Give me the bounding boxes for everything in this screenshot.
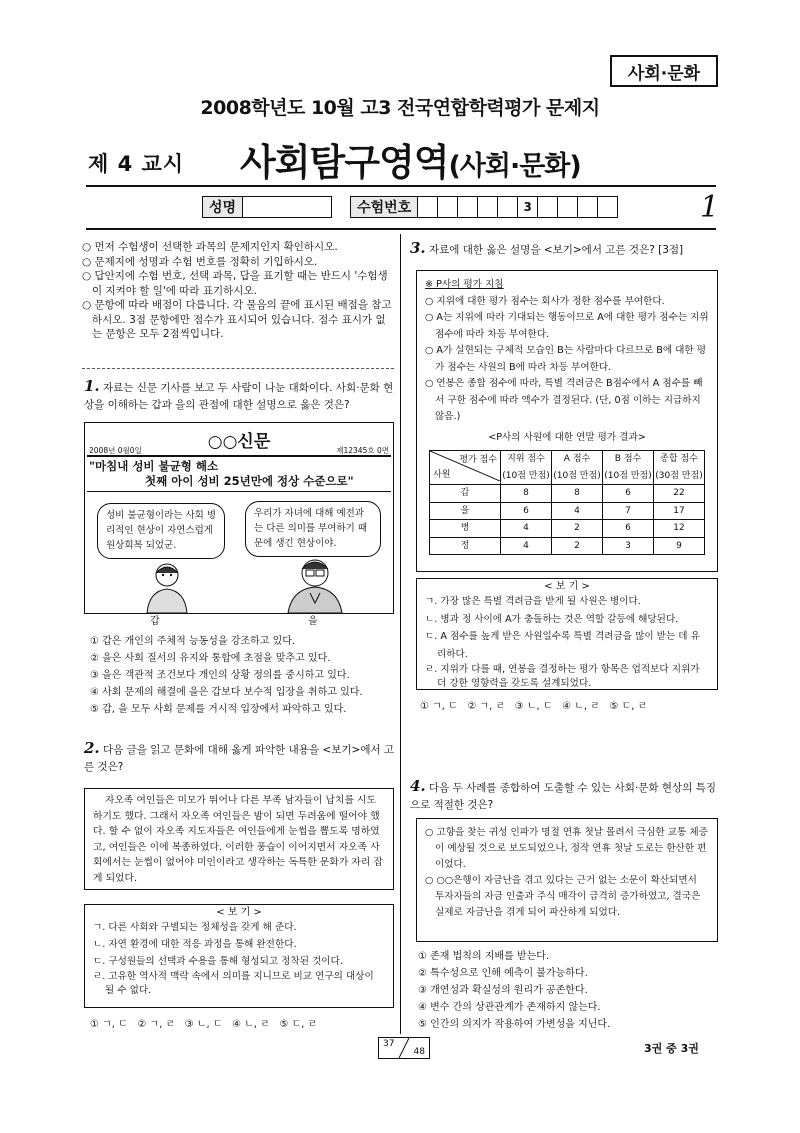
instruction-item: ○ 문항에 따라 배점이 다릅니다. 각 물음의 끝에 표시된 배점을 참고하시오. 3점 문항에만 점수가 표시되어 있습니다. 점수 표시가 없는 문항은 모두 2점씩입니다. xyxy=(82,299,392,340)
q4-option[interactable]: ① 존재 법칙의 지배를 받는다. xyxy=(418,951,550,962)
table-cell: 8 xyxy=(552,485,603,503)
person-gap-illustration xyxy=(137,561,197,613)
q3-box-heading: ※ P사의 평가 지침 xyxy=(425,279,504,290)
q3-answer-choices[interactable]: ① ㄱ, ㄷ ② ㄱ, ㄹ ③ ㄴ, ㄷ ④ ㄴ, ㄹ ⑤ ㄷ, ㄹ xyxy=(420,701,648,712)
q1-option[interactable]: ① 갑은 개인의 주체적 능동성을 강조하고 있다. xyxy=(90,636,296,647)
name-label: 성명 xyxy=(202,196,243,218)
q1-option[interactable]: ③ 을은 객관적 조건보다 개인의 상황 정의를 중시하고 있다. xyxy=(90,670,350,681)
q4-option[interactable]: ③ 개연성과 확실성의 원리가 공존한다. xyxy=(418,985,588,996)
table-header-line: 지위 점수 xyxy=(507,454,545,464)
exam-number-cell[interactable] xyxy=(538,196,558,218)
speech-bubble-gap: 성비 불균형이라는 사회 병리적인 현상이 자연스럽게 원상회복 되었군. xyxy=(97,503,225,559)
q2-passage-box: 자오족 여인들은 미모가 뛰어나 다른 부족 남자들이 납치를 시도하기도 했다. 그래서 자오족 여인들은 밤이 되면 두려움에 떨어야 했다. 할 수 없이 자오족 지도자들은 여인들에게 눈썹을 뽑도록 명하였고, 여인들은 이에 복종하였다. 이러한 풍습이 이어지면서 자오족 사회에서는 눈썹이 없어야 미인이라고 생각하는 독특한 문화가 자리 잡게 되었다. xyxy=(84,788,394,890)
q4-option[interactable]: ② 특수성으로 인해 예측이 불가능하다. xyxy=(418,968,588,979)
exam-number-cell[interactable] xyxy=(598,196,618,218)
q4-options xyxy=(418,948,718,1033)
newspaper-issue: 제12345호 0면 xyxy=(336,446,389,455)
q2-number: 2. xyxy=(84,739,100,757)
table-header-line: (10점 만점) xyxy=(604,470,652,481)
page-number: 1 xyxy=(700,190,720,225)
table-cell: 22 xyxy=(654,485,705,503)
table-header-line: (30점 만점) xyxy=(655,470,703,481)
q3-stem xyxy=(410,240,720,259)
q4-text: 다음 두 사례를 종합하여 도출할 수 있는 사회·문화 현상의 특징으로 적절한 것은? xyxy=(410,782,716,811)
q1-option[interactable]: ④ 사회 문제의 해결에 을은 갑보다 보수적 입장을 취하고 있다. xyxy=(90,687,363,698)
q3-box-item: ○ A가 실현되는 구체적 모습인 B는 사람마다 다르므로 B에 대한 평가 점수는 사원의 B에 따라 차등 부여한다. xyxy=(425,345,707,373)
speech-bubble-eul: 우리가 자녀에 대해 예전과는 다른 의미를 부여하기 때문에 생긴 현상이야. xyxy=(245,501,381,557)
column-divider xyxy=(400,234,401,1034)
q3-box-item: ○ 연봉은 종합 점수에 따라, 특별 격려금은 B점수에서 A 점수를 빼서 구한 점수에 따라 액수가 결정된다. (단, 0점 이하는 지급하지 않음.) xyxy=(425,378,703,422)
table-cell: 을 xyxy=(430,502,501,520)
q3-bogi-box xyxy=(416,578,718,690)
q2-bogi-title: < 보 기 > xyxy=(216,907,262,918)
page-fraction-box xyxy=(378,1037,430,1059)
table-header xyxy=(501,451,552,485)
q1-option[interactable]: ② 을은 사회 질서의 유지와 통합에 초점을 맞추고 있다. xyxy=(90,653,331,664)
newspaper-rule xyxy=(87,455,391,457)
q2-bogi-item: ㄹ. 고유한 역사적 맥락 속에서 의미를 지니므로 비교 연구의 대상이 될 수 없다. xyxy=(93,971,374,996)
table-cell: 7 xyxy=(603,502,654,520)
info-row xyxy=(202,196,618,218)
table-header-line: 종합 점수 xyxy=(660,454,698,464)
table-header-line: B 점수 xyxy=(614,454,642,464)
q3-bogi-title: < 보 기 > xyxy=(544,581,590,592)
q3-box-item: ○ A는 지위에 따라 기대되는 행동이므로 A에 대한 평가 점수는 지위 점수에 따라 차등 부여한다. xyxy=(425,312,709,340)
person-gap-label: 갑 xyxy=(150,616,160,627)
volume-label: 3권 중 3권 xyxy=(644,1042,699,1055)
person-eul-illustration xyxy=(280,555,350,613)
page-fraction-bottom: 48 xyxy=(413,1047,425,1057)
q3-bogi-item: ㄱ. 가장 많은 특별 격려금을 받게 될 사원은 병이다. xyxy=(425,596,641,607)
table-header-line: (10점 만점) xyxy=(502,470,550,481)
page-fraction-top: 37 xyxy=(383,1039,395,1049)
table-row xyxy=(430,502,705,520)
table-header xyxy=(603,451,654,485)
exam-number-cell[interactable] xyxy=(438,196,458,218)
q1-text: 자료는 신문 기사를 보고 두 사람이 나눈 대화이다. 사회·문화 현상을 이해하는 갑과 을의 관점에 대한 설명으로 옳은 것은? xyxy=(84,382,394,411)
q3-table-caption: <P사의 사원에 대한 연말 평가 결과> xyxy=(488,431,646,443)
q1-option[interactable]: ⑤ 갑, 을 모두 사회 문제를 거시적 입장에서 파악하고 있다. xyxy=(90,704,347,715)
q3-number: 3. xyxy=(410,239,426,257)
exam-number-cell[interactable] xyxy=(478,196,498,218)
newspaper-date: 2008년 0월0일 xyxy=(89,446,142,455)
q3-evaluation-table xyxy=(429,450,705,555)
instruction-item: ○ 먼저 수험생이 선택한 과목의 문제지인지 확인하시오. xyxy=(82,241,338,253)
table-row xyxy=(430,520,705,538)
table-header xyxy=(552,451,603,485)
main-title-sub: (사회·문화) xyxy=(448,151,581,182)
newspaper-name: ○○신문 xyxy=(207,432,271,452)
table-row xyxy=(430,537,705,555)
exam-number-cell[interactable] xyxy=(498,196,518,218)
instruction-item: ○ 답안지에 수험 번호, 선택 과목, 답을 표기할 때는 반드시 '수험생이 지켜야 할 일'에 따라 표기하시오. xyxy=(82,270,388,297)
table-corner xyxy=(430,451,501,485)
q3-text: 자료에 대한 옳은 설명을 <보기>에서 고른 것은? [3점] xyxy=(429,244,684,256)
period-label: 제 4 교시 xyxy=(88,152,185,176)
table-row xyxy=(430,485,705,503)
q4-number: 4. xyxy=(410,777,426,795)
exam-number-cell[interactable] xyxy=(418,196,438,218)
exam-number-cell[interactable]: 3 xyxy=(518,196,538,218)
table-header xyxy=(654,451,705,485)
table-cell: 8 xyxy=(501,485,552,503)
q3-bogi-item: ㄹ. 지위가 다를 때, 연봉을 결정하는 평가 항목은 업적보다 지위가 더 강한 영향력을 갖도록 설계되었다. xyxy=(425,664,700,689)
exam-title: 2008학년도 10월 고3 전국연합학력평가 문제지 xyxy=(200,97,600,119)
instructions xyxy=(82,240,394,342)
info-rule xyxy=(86,228,716,230)
table-cell: 4 xyxy=(501,537,552,555)
q1-newspaper-box xyxy=(84,422,394,614)
table-cell: 6 xyxy=(603,485,654,503)
q4-option[interactable]: ⑤ 인간의 의지가 작용하여 가변성을 지닌다. xyxy=(418,1019,611,1030)
q3-guideline-box xyxy=(416,270,718,572)
q2-answer-choices[interactable]: ① ㄱ, ㄷ ② ㄱ, ㄹ ③ ㄴ, ㄷ ④ ㄴ, ㄹ ⑤ ㄷ, ㄹ xyxy=(90,1019,318,1030)
q2-text: 다음 글을 읽고 문화에 대해 옳게 파악한 내용을 <보기>에서 고른 것은? xyxy=(84,744,395,773)
q2-bogi-item: ㄴ. 자연 환경에 대한 적응 과정을 통해 완전한다. xyxy=(93,939,297,950)
table-corner-bottom: 사원 xyxy=(433,469,451,480)
table-cell: 갑 xyxy=(430,485,501,503)
main-title xyxy=(240,132,581,186)
instruction-item: ○ 문제지에 성명과 수험 번호를 정확히 기입하시오. xyxy=(82,255,318,268)
spacer xyxy=(332,196,350,218)
q2-bogi-box xyxy=(84,904,394,1008)
table-cell: 정 xyxy=(430,537,501,555)
table-cell: 병 xyxy=(430,520,501,538)
notes-separator xyxy=(82,368,394,369)
exam-number-cell[interactable] xyxy=(458,196,478,218)
exam-number-label: 수험번호 xyxy=(350,196,418,218)
q4-stem xyxy=(410,778,722,814)
subject-label-box: 사회·문화 xyxy=(610,55,718,87)
headline-1: "마침내 성비 불균형 해소 xyxy=(89,459,219,473)
q1-options xyxy=(90,633,396,718)
q2-stem xyxy=(84,740,396,776)
q4-option[interactable]: ④ 변수 간의 상관관계가 존재하지 않는다. xyxy=(418,1002,601,1013)
table-cell: 6 xyxy=(501,502,552,520)
table-cell: 12 xyxy=(654,520,705,538)
table-header-line: A 점수 xyxy=(563,454,591,464)
q2-bogi-item: ㄷ. 구성원들의 선택과 수용을 통해 형성되고 정착된 것이다. xyxy=(93,956,343,967)
q2-bogi-item: ㄱ. 다른 사회와 구별되는 정체성을 갖게 해 준다. xyxy=(93,922,297,933)
table-cell: 4 xyxy=(552,502,603,520)
table-corner-top: 평가 점수 xyxy=(459,455,497,465)
table-cell: 4 xyxy=(501,520,552,538)
q1-stem xyxy=(84,378,396,414)
table-cell: 3 xyxy=(603,537,654,555)
q3-bogi-item: ㄴ. 병과 정 사이에 A가 충돌하는 것은 역할 갈등에 해당된다. xyxy=(425,613,679,625)
headline-rule xyxy=(87,491,391,492)
q4-case-item: ○ ○○은행이 자금난을 겪고 있다는 근거 없는 소문이 확산되면서 투자자들의 자금 인출과 주식 매각이 급격히 증가하였고, 결국은 실제로 자금난을 겪게 되어 파산하게 되었다. xyxy=(425,875,701,918)
main-title-text: 사회탐구영역 xyxy=(240,141,449,184)
q4-case-box xyxy=(416,818,718,942)
exam-number-cell[interactable] xyxy=(578,196,598,218)
table-cell: 2 xyxy=(552,537,603,555)
table-cell: 6 xyxy=(603,520,654,538)
table-cell: 17 xyxy=(654,502,705,520)
table-header-line: (10점 만점) xyxy=(553,470,601,481)
q1-number: 1. xyxy=(84,377,100,395)
q3-bogi-item: ㄷ. A 점수를 높게 받은 사원일수록 특별 격려금을 많이 받는 데 유리하다. xyxy=(425,631,700,660)
header-rule xyxy=(86,185,716,187)
name-field[interactable] xyxy=(243,196,332,218)
q4-case-item: ○ 고향을 찾는 귀성 인파가 명절 연휴 첫날 몰려서 극심한 교통 체증이 예상될 것으로 보도되었으나, 정작 연휴 첫날 도로는 한산한 편이었다. xyxy=(425,827,708,870)
table-cell: 2 xyxy=(552,520,603,538)
headline-2: 첫째 아이 성비 25년만에 정상 수준으로" xyxy=(145,474,354,488)
person-eul-label: 을 xyxy=(308,616,318,627)
q3-box-item: ○ 지위에 대한 평가 점수는 회사가 정한 점수를 부여한다. xyxy=(425,295,665,307)
exam-number-cell[interactable] xyxy=(558,196,578,218)
table-cell: 9 xyxy=(654,537,705,555)
